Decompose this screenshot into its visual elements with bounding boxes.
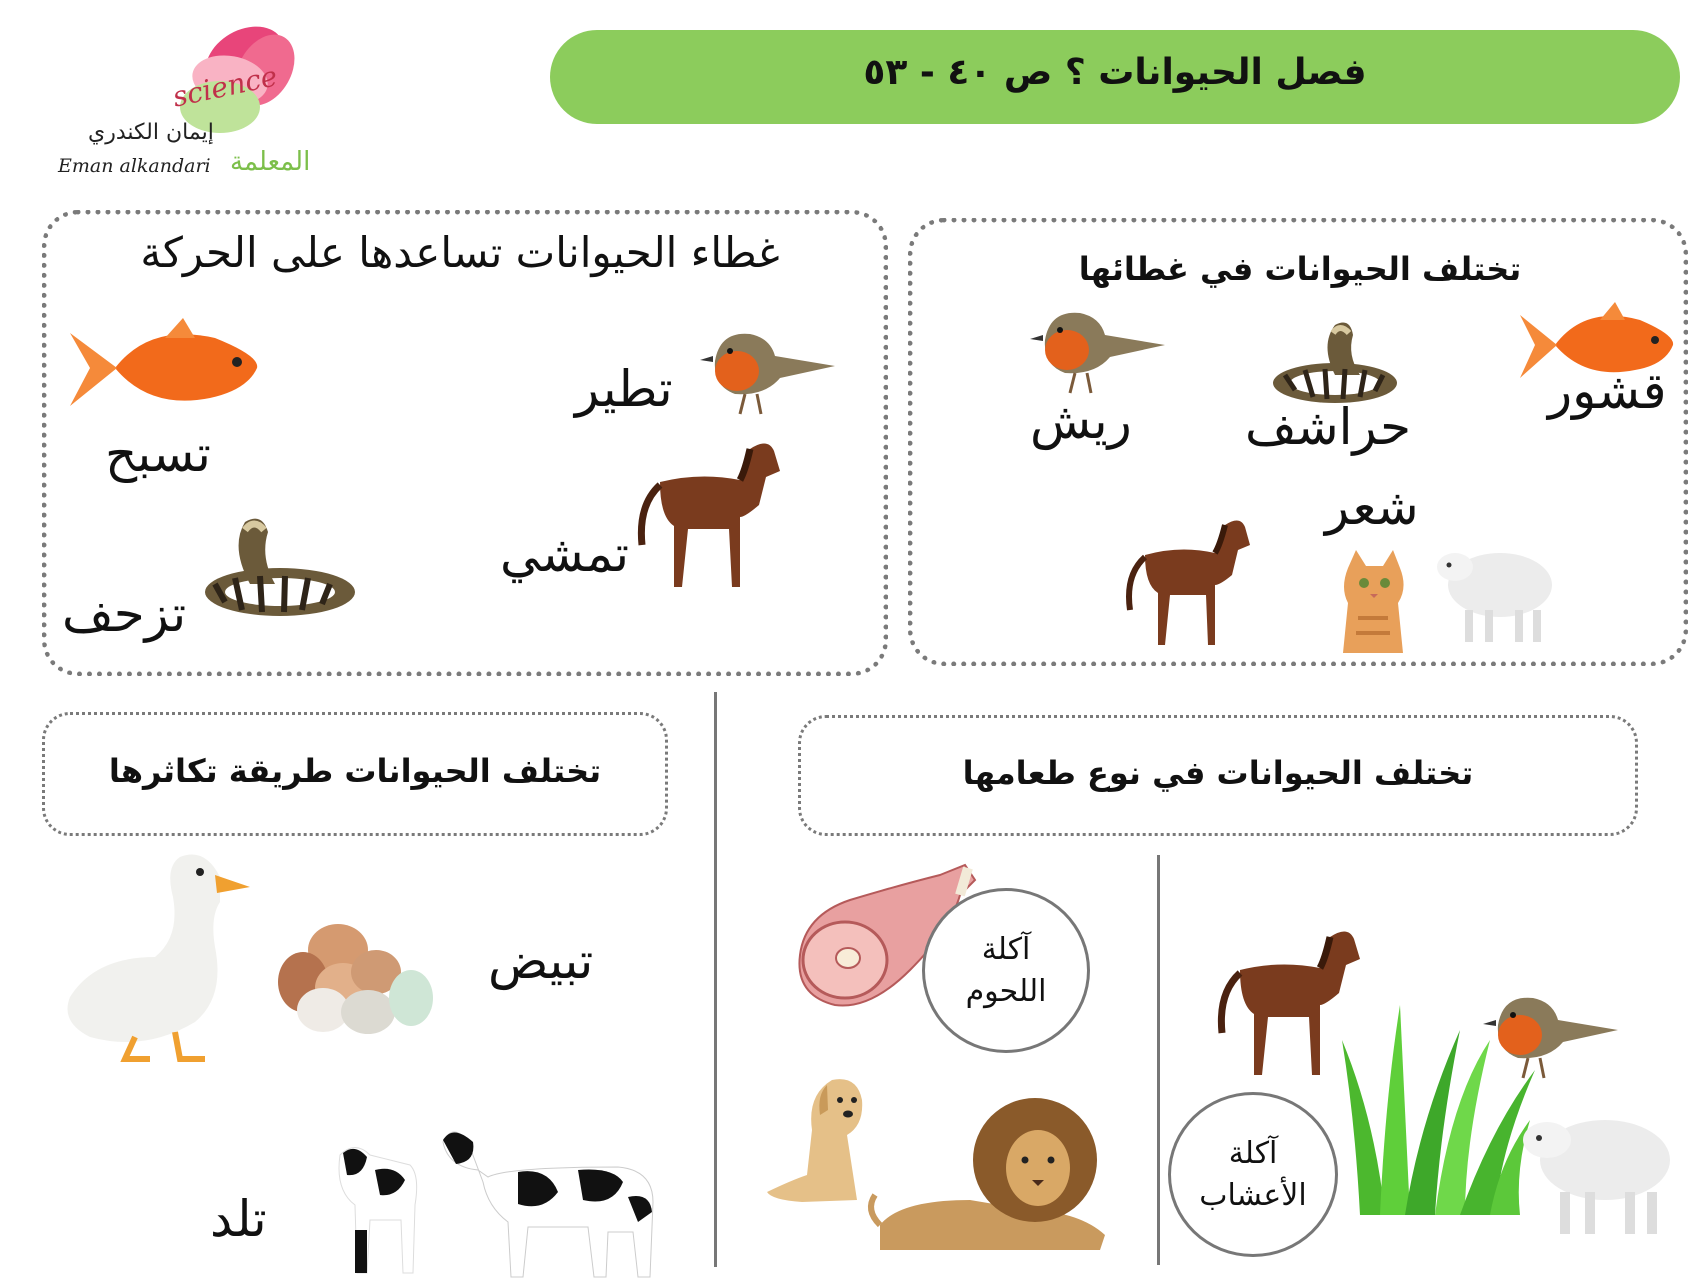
herbivore-badge <box>1168 1092 1338 1257</box>
give-birth-label: تلد <box>210 1190 267 1248</box>
carnivore-badge <box>922 888 1090 1053</box>
carnivore-label-line1: آكلة <box>981 931 1031 967</box>
walk-label: تمشي <box>500 525 630 583</box>
covering-heading: تختلف الحيوانات في غطائها <box>1078 250 1522 288</box>
goldfish-icon <box>65 318 265 418</box>
vertical-divider <box>714 692 717 1267</box>
calf-icon <box>325 1135 425 1275</box>
movement-heading: غطاء الحيوانات تساعدها على الحركة <box>140 228 780 277</box>
robin-icon <box>1478 980 1628 1080</box>
feathers-label: ريش <box>1030 392 1132 450</box>
herbivore-label-line1: آكلة <box>1228 1135 1278 1171</box>
snake-icon <box>190 512 360 632</box>
robin-icon <box>695 316 845 416</box>
food-divider <box>1157 855 1160 1265</box>
logo-teacher-label: المعلمة <box>230 147 311 177</box>
eggs-icon <box>278 910 438 1040</box>
crawl-label: تزحف <box>62 585 187 643</box>
horse-icon <box>630 437 790 597</box>
sheep-icon <box>1435 535 1565 645</box>
sheep-icon <box>1515 1100 1675 1240</box>
reproduction-heading: تختلف الحيوانات طريقة تكاثرها <box>108 752 602 790</box>
logo-science-text: science <box>169 59 281 114</box>
fly-label: تطير <box>575 360 673 418</box>
logo-latin-name: Eman alkandari <box>58 155 211 177</box>
page-title: فصل الحيوانات ؟ ص ٤٠ - ٥٣ <box>863 52 1367 93</box>
herbivore-label-line2: الأعشاب <box>1199 1177 1307 1213</box>
food-heading: تختلف الحيوانات في نوع طعامها <box>962 754 1474 792</box>
swim-label: تسبح <box>105 425 211 483</box>
robin-icon <box>1025 295 1175 395</box>
cow-icon <box>438 1112 668 1282</box>
fish-scales-label: قشور <box>1548 362 1667 420</box>
logo-arabic-name: إيمان الكندري <box>88 120 214 145</box>
duck-icon <box>55 847 255 1067</box>
logo <box>40 15 311 177</box>
hair-label: شعر <box>1325 478 1419 536</box>
horse-icon <box>1120 515 1260 655</box>
carnivore-label-line2: اللحوم <box>965 973 1047 1009</box>
lion-icon <box>860 1100 1120 1260</box>
cat-icon <box>1328 548 1418 658</box>
lay-eggs-label: تبيض <box>488 932 594 990</box>
reptile-scales-label: حراشف <box>1245 398 1412 456</box>
